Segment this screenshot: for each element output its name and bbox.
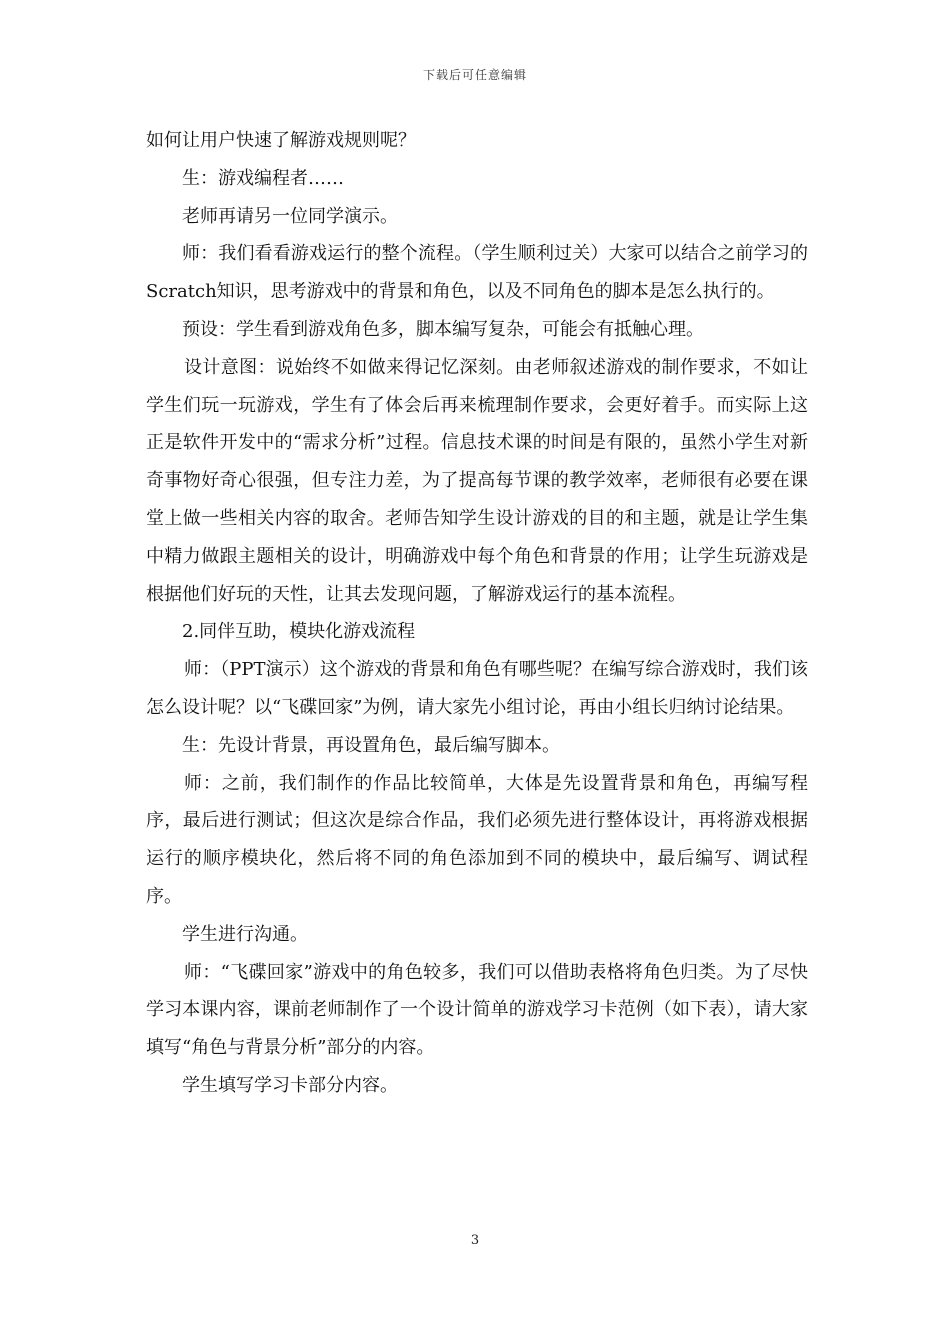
page-number: 3 bbox=[470, 1233, 480, 1248]
paragraph-student-fill: 学生填写学习卡部分内容。 bbox=[182, 1074, 398, 1096]
paragraph-preset: 预设：学生看到游戏角色多，脚本编写复杂，可能会有抵触心理。 bbox=[182, 318, 704, 340]
paragraph-student-reply: 生：游戏编程者…… bbox=[182, 167, 344, 189]
paragraph-teacher-table: 师：“飞碟回家”游戏中的角色较多，我们可以借助表格将角色归类。为了尽快学习本课内容，课前老师制作了一个设计简单的游戏学习卡范例（如下表），请大家填写“角色与背景分析”部分的内容。 bbox=[146, 961, 808, 1059]
paragraph-design-intent: 设计意图：说始终不如做来得记忆深刻。由老师叙述游戏的制作要求，不如让学生们玩一玩游戏，学生有了体会后再来梳理制作要求，会更好着手。而实际上这正是软件开发中的“需求分析”过程。信息技术课的时间是有限的，虽然小学生对新奇事物好奇心很强，但专注力差，为了提高每节课的教学效率，老师很有必要在课堂上做一些相关内容的取舍。老师告知学生设计游戏的目的和主题，就是让学生集中精力做跟主题相关的设计，明确游戏中每个角色和背景的作用；让学生玩游戏是根据他们好玩的天性，让其去发现问题，了解游戏运行的基本流程。 bbox=[146, 356, 808, 605]
paragraph-teacher-ppt: 师：（PPT演示）这个游戏的背景和角色有哪些呢？在编写综合游戏时，我们该怎么设计呢？以“飞碟回家”为例，请大家先小组讨论，再由小组长归纳讨论结果。 bbox=[146, 659, 808, 718]
document-body bbox=[146, 122, 808, 1105]
section-heading: 2.同伴互助，模块化游戏流程 bbox=[182, 621, 416, 643]
page-header: 下载后可任意编辑 bbox=[422, 68, 527, 82]
paragraph-teacher-explain: 师：之前，我们制作的作品比较简单，大体是先设置背景和角色，再编写程序，最后进行测试；但这次是综合作品，我们必须先进行整体设计，再将游戏根据运行的顺序模块化，然后将不同的角色添加到不同的模块中，最后编写、调试程序。 bbox=[146, 772, 808, 907]
paragraph-question: 如何让用户快速了解游戏规则呢？ bbox=[146, 130, 416, 151]
paragraph-teacher-demo: 老师再请另一位同学演示。 bbox=[182, 205, 398, 227]
paragraph-student-answer: 生：先设计背景，再设置角色，最后编写脚本。 bbox=[182, 734, 560, 756]
paragraph-student-communicate: 学生进行沟通。 bbox=[182, 923, 308, 945]
paragraph-teacher-flow: 师：我们看看游戏运行的整个流程。（学生顺利过关）大家可以结合之前学习的Scratch知识，思考游戏中的背景和角色，以及不同角色的脚本是怎么执行的。 bbox=[146, 243, 808, 303]
